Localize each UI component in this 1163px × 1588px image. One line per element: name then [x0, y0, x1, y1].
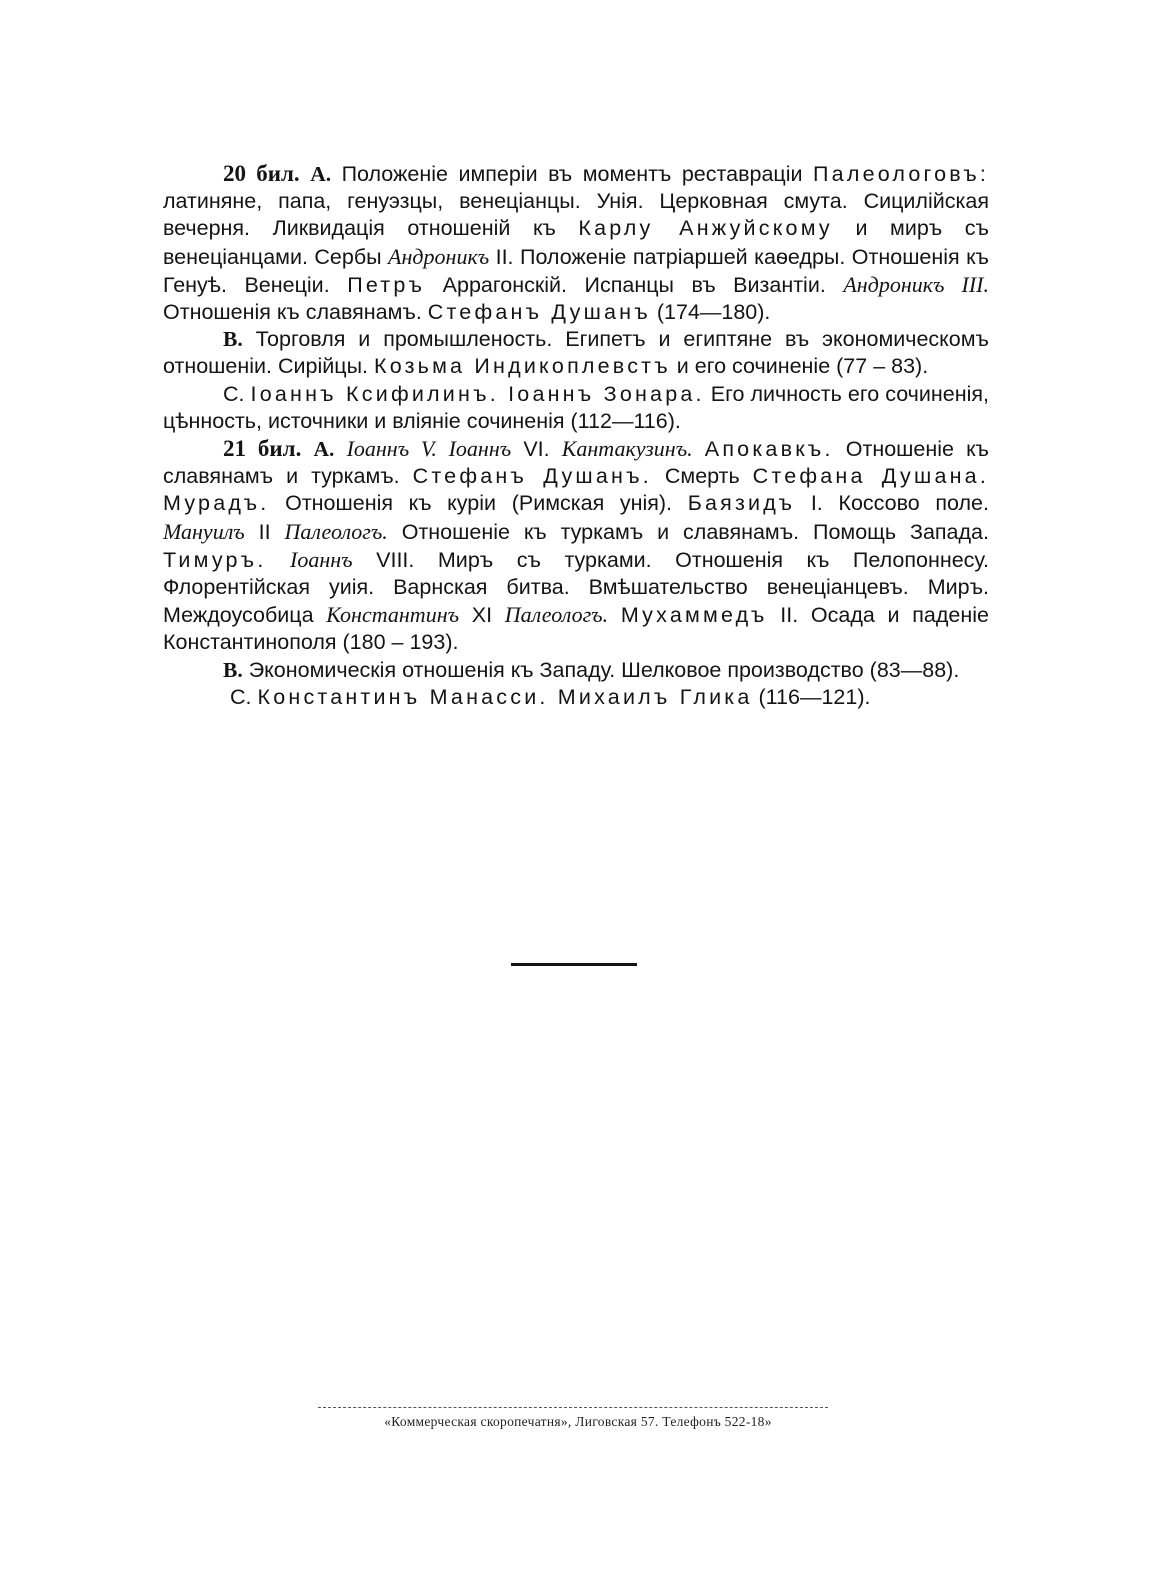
spaced-name: Іоаннъ Ксифилинъ. Іоаннъ Зонара.	[250, 381, 705, 406]
text-run	[693, 437, 705, 461]
text-run: Положеніе имперіи въ моментъ реставраціи	[331, 162, 814, 186]
section-divider	[511, 963, 637, 966]
text-run	[608, 603, 621, 627]
spaced-name: Мухаммедъ	[620, 603, 768, 628]
text-run: (174—180).	[650, 300, 771, 325]
spaced-name: Стефанъ Душанъ.	[412, 464, 652, 489]
ticket-21-number: 21 бил.	[223, 436, 302, 462]
italic-name: Кантакузинъ.	[561, 436, 693, 462]
printer-imprint: «Коммерческая скоропечатня», Лиговская 57. Телефонъ 522-18»	[384, 1414, 772, 1429]
spaced-name: Петръ	[347, 272, 426, 297]
section-c-label: С.	[223, 381, 245, 406]
spaced-name: Карлу Анжуйскому	[578, 216, 833, 241]
spaced-name: Козьма Индикоплевстъ	[373, 354, 671, 379]
section-a-label: А.	[310, 162, 332, 186]
italic-name: Андроникъ	[388, 243, 490, 269]
ticket-20-section-c	[163, 381, 989, 435]
text-run: Экономическія отношенія къ Западу. Шелковое производство (83—88).	[242, 657, 960, 682]
text-run: Его личность его сочиненія, цѣнность, источники и вліяніе сочиненія (112—116).	[163, 381, 989, 433]
section-c-label: С.	[230, 684, 252, 709]
section-a-label: А.	[313, 437, 335, 462]
italic-name: Мануилъ	[163, 518, 245, 544]
text-run: Смерть	[651, 464, 753, 489]
section-b-label: В.	[223, 657, 243, 682]
text-run: Торговля и промышленость. Египетъ и египтяне въ экономическомъ отношеніи. Сирійцы.	[163, 327, 989, 379]
italic-name: Палеологъ.	[504, 602, 609, 628]
spaced-name: Апокавкъ.	[704, 437, 834, 462]
text-run	[334, 437, 346, 461]
text-run: Отношеніе къ туркамъ и славянамъ. Помощь Запада.	[387, 519, 989, 544]
ticket-21-section-b	[163, 657, 989, 684]
text-run: Отношенія къ куріи (Римская унія).	[269, 491, 688, 516]
ticket-20-number: 20 бил.	[223, 161, 300, 186]
text-run: II. Осада и паденіе Константинополя (180 – 193).	[163, 603, 989, 655]
spaced-name: Стефана Душана. Мурадъ.	[163, 464, 990, 516]
text-run: и его сочиненіе (77 – 83).	[670, 354, 929, 379]
spaced-name: Стефанъ Душанъ	[427, 300, 651, 325]
text-run: XI	[459, 603, 505, 628]
spaced-name: Константинъ Манасси. Михаилъ Глика	[257, 684, 753, 709]
ticket-20-section-a	[163, 160, 989, 326]
italic-name: Іоаннъ V. Іоаннъ	[346, 436, 512, 462]
text-run: Отношенія къ славянамъ.	[163, 300, 428, 325]
ticket-21-section-a	[163, 435, 989, 657]
italic-name: Константинъ	[326, 602, 460, 628]
text-run: VIII. Миръ съ турками. Отношенія къ Пелопоннесу. Флорентійская уиія. Варнская битва. Вмѣшательство венеціанцевъ. Миръ. Междоусобица	[163, 547, 989, 628]
footer-divider	[318, 1407, 828, 1408]
text-run: латиняне, папа, генуэзцы, венеціанцы. Унія. Церковная смута. Сицилійская вечерня. Ликвидація отношеній къ	[163, 189, 989, 241]
text-run	[267, 548, 291, 572]
spaced-name: Палеологовъ:	[813, 162, 990, 186]
text-run: и миръ съ венеціанцами. Сербы	[163, 216, 989, 269]
text-run: Аррагонскій. Испанцы въ Византіи.	[425, 272, 844, 297]
ticket-21-section-c	[163, 684, 989, 711]
text-run: (116—121).	[752, 684, 871, 709]
italic-name: Палеологъ.	[284, 518, 388, 544]
text-run: II. Положеніе патріаршей каѳедры. Отношенія къ Генуѣ. Венеціи.	[163, 244, 989, 297]
ticket-text-block	[163, 160, 989, 711]
spaced-name: Баязидъ	[687, 491, 796, 516]
italic-name: Андроникъ III.	[843, 271, 989, 297]
spaced-name: Тимуръ.	[163, 547, 267, 572]
text-run: VI.	[511, 437, 562, 462]
section-b-label: В.	[223, 327, 243, 352]
ticket-20-section-b	[163, 326, 989, 380]
italic-name: Іоаннъ	[290, 546, 353, 572]
text-run: II	[244, 519, 285, 544]
text-run: I. Коссово поле.	[795, 491, 989, 516]
text-run: Отношеніе къ славянамъ и туркамъ.	[163, 437, 989, 489]
